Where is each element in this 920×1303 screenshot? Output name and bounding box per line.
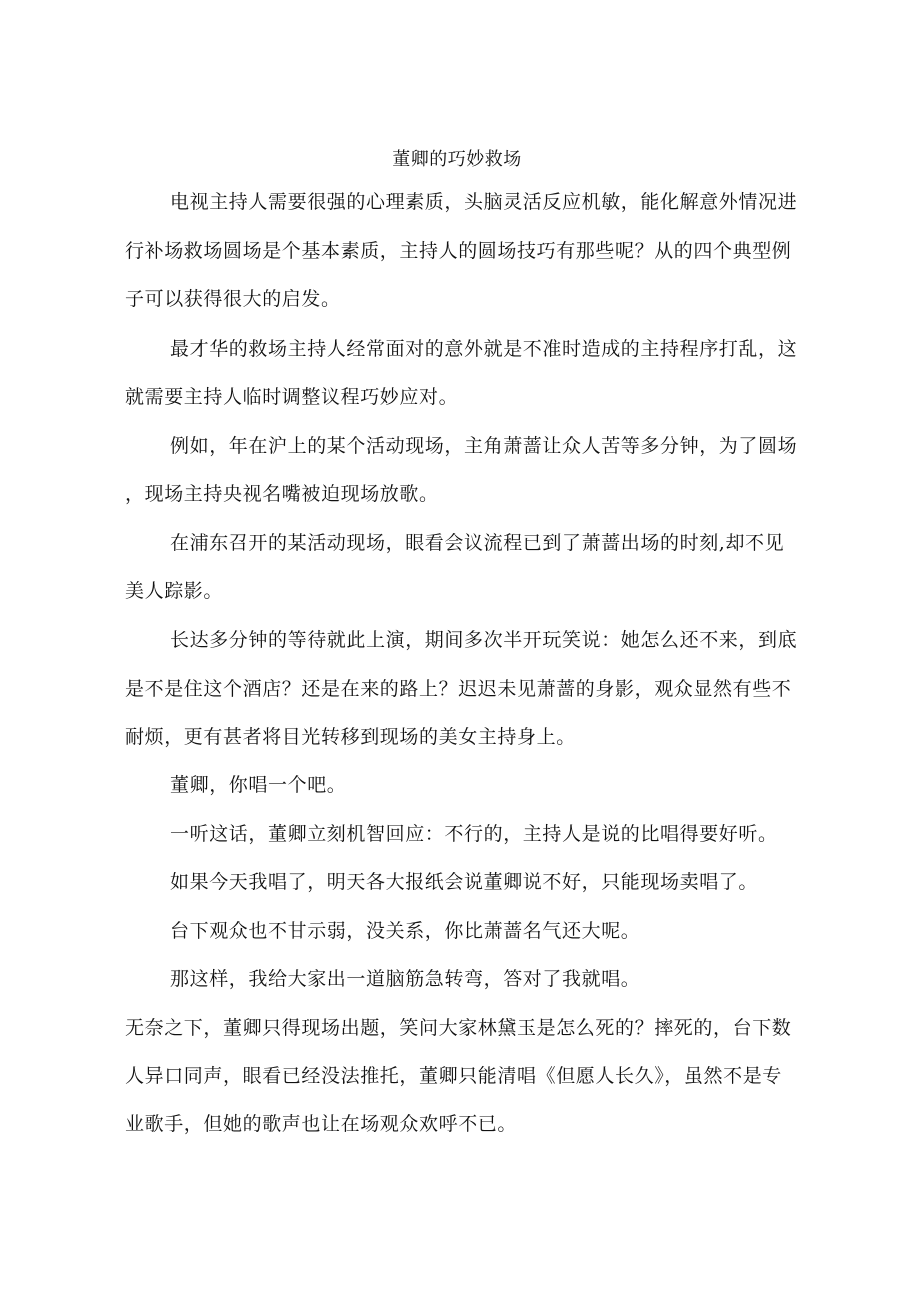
text-line: 长达多分钟的等待就此上演，期间多次半开玩笑说：她怎么还不来，到底 [170, 629, 798, 651]
text-line: 一听这话，董卿立刻机智回应：不行的，主持人是说的比唱得要好听。 [170, 823, 778, 845]
text-line: 无奈之下，董卿只得现场出题，笑问大家林黛玉是怎么死的？摔死的，台下数 [125, 1017, 792, 1039]
text-line: 人异口同声，眼看已经没法推托，董卿只能清唱《但愿人长久》，虽然不是专 [125, 1065, 782, 1087]
text-line: 如果今天我唱了，明天各大报纸会说董卿说不好，只能现场卖唱了。 [170, 871, 759, 893]
text-line: 就需要主持人临时调整议程巧妙应对。 [125, 386, 459, 408]
text-line: 例如，年在沪上的某个活动现场，主角萧蔷让众人苦等多分钟，为了圆场 [170, 435, 798, 457]
document-title: 董卿的巧妙救场 [392, 149, 522, 170]
text-line: 行补场救场圆场是个基本素质，主持人的圆场技巧有那些呢？从的四个典型例 [125, 240, 792, 262]
text-line: 电视主持人需要很强的心理素质，头脑灵活反应机敏，能化解意外情况进 [170, 191, 798, 213]
text-line: 耐烦，更有甚者将目光转移到现场的美女主持身上。 [125, 726, 576, 748]
text-line: 在浦东召开的某活动现场，眼看会议流程已到了萧蔷出场的时刻,却不见 [170, 532, 785, 554]
text-line: 台下观众也不甘示弱，没关系，你比萧蔷名气还大呢。 [170, 920, 641, 942]
text-line: 业歌手，但她的歌声也让在场观众欢呼不已。 [125, 1113, 518, 1135]
text-line: 最才华的救场主持人经常面对的意外就是不准时造成的主持程序打乱，这 [170, 338, 798, 360]
text-line: 子可以获得很大的启发。 [125, 288, 341, 310]
text-line: 那这样，我给大家出一道脑筋急转弯，答对了我就唱。 [170, 968, 641, 990]
text-line: 美人踪影。 [125, 580, 224, 602]
text-line: 是不是住这个酒店？还是在来的路上？迟迟未见萧蔷的身影，观众显然有些不 [125, 678, 792, 700]
text-line: 董卿，你唱一个吧。 [170, 774, 347, 796]
text-line: ，现场主持央视名嘴被迫现场放歌。 [125, 483, 439, 505]
